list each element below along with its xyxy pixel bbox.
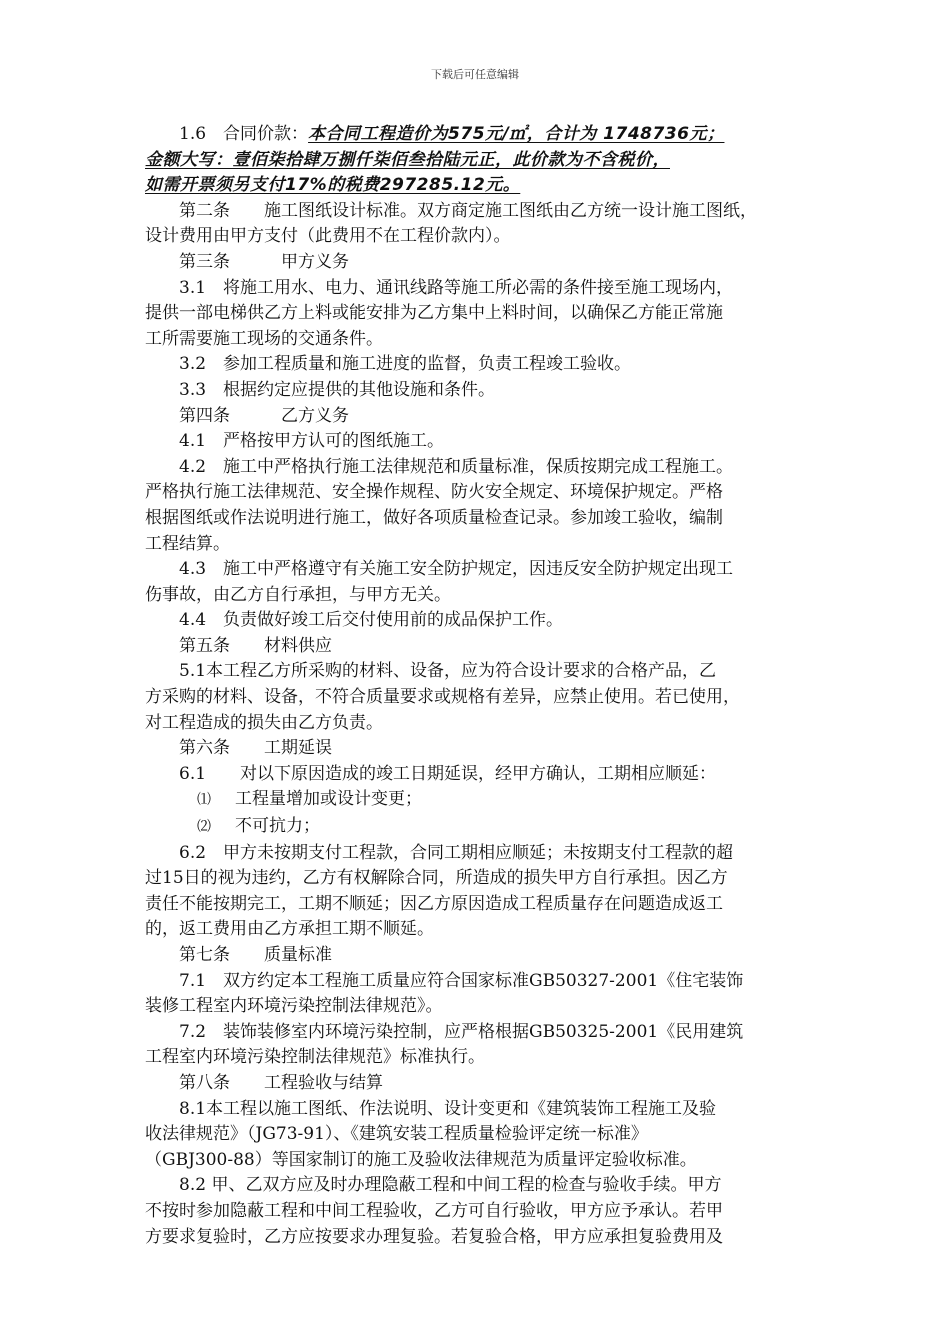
line-text: 的，返工费用由乙方承担工期不顺延。 xyxy=(145,919,434,940)
line-text: 收法律规范》（JG73-91）、《建筑安装工程质量检验评定统一标准》 xyxy=(145,1124,648,1145)
text-line xyxy=(145,736,810,762)
text-line xyxy=(145,943,810,969)
text-line xyxy=(145,327,810,353)
line-text: 5.1本工程乙方所采购的材料、设备，应为符合设计要求的合格产品，乙 xyxy=(179,661,717,682)
line-text: 第七条 质量标准 xyxy=(179,945,332,965)
text-line xyxy=(145,608,810,634)
line-text: 7.1 双方约定本工程施工质量应符合国家标准GB50327-2001《住宅装饰 xyxy=(179,970,744,991)
text-line xyxy=(145,250,810,276)
page-header: 下载后可任意编辑 xyxy=(431,68,519,81)
line-text: 第五条 材料供应 xyxy=(179,635,332,656)
contract-price-tax-note: 如需开票须另支付17%的税费297285.12元。 xyxy=(145,175,521,196)
clause-1-6-label: 1.6 合同价款： xyxy=(179,124,309,144)
line-text: 工程量增加或设计变更； xyxy=(235,789,422,810)
line-text: 对工程造成的损失由乙方负责。 xyxy=(145,712,383,733)
line-text: 第六条 工期延误 xyxy=(179,738,332,759)
line-text: 不可抗力； xyxy=(235,816,320,837)
text-line xyxy=(145,1122,810,1148)
text-line xyxy=(145,1148,810,1174)
text-line xyxy=(145,1045,810,1071)
text-line xyxy=(145,506,810,532)
line-text: 严格执行施工法律规范、安全操作规程、防火安全规定、环境保护规定。严格 xyxy=(145,482,723,503)
line-text: 6.2 甲方未按期支付工程款，合同工期相应顺延；未按期支付工程款的超 xyxy=(179,842,734,863)
line-text: 4.3 施工中严格遵守有关施工安全防护规定，因违反安全防护规定出现工 xyxy=(179,559,734,580)
line-text: 工程结算。 xyxy=(145,533,230,554)
line-text: 工程室内环境污染控制法律规范》标准执行。 xyxy=(145,1047,485,1068)
line-text: 4.4 负责做好竣工后交付使用前的成品保护工作。 xyxy=(179,610,564,631)
clause-1-6 xyxy=(145,122,810,148)
text-line xyxy=(145,455,810,481)
text-line xyxy=(145,1173,810,1199)
line-text: 8.2 甲、乙双方应及时办理隐蔽工程和中间工程的检查与验收手续。甲方 xyxy=(179,1175,722,1196)
text-line xyxy=(145,866,810,892)
line-text: 4.1 严格按甲方认可的图纸施工。 xyxy=(179,431,445,452)
text-line xyxy=(145,1071,810,1097)
list-marker: ⑵ xyxy=(197,819,211,836)
line-text: 提供一部电梯供乙方上料或能安排为乙方集中上料时间，以确保乙方能正常施 xyxy=(145,303,723,324)
text-line xyxy=(145,814,810,841)
text-line xyxy=(145,917,810,943)
text-line xyxy=(145,429,810,455)
line-text: 第三条 甲方义务 xyxy=(179,251,349,272)
text-line xyxy=(145,969,810,995)
line-text: 责任不能按期完工，工期不顺延；因乙方原因造成工程质量存在问题造成返工 xyxy=(145,893,723,914)
line-text: 根据图纸或作法说明进行施工，做好各项质量检查记录。参加竣工验收，编制 xyxy=(145,507,723,528)
text-line xyxy=(145,404,810,430)
text-line xyxy=(145,301,810,327)
text-line xyxy=(145,659,810,685)
text-line xyxy=(145,711,810,737)
text-line xyxy=(145,994,810,1020)
text-line xyxy=(145,352,810,378)
text-line xyxy=(145,532,810,558)
line-text: 设计费用由甲方支付（此费用不在工程价款内）。 xyxy=(145,226,511,247)
line-text: 3.1 将施工用水、电力、通讯线路等施工所必需的条件接至施工现场内， xyxy=(179,277,734,298)
line-text: （GBJ300-88）等国家制订的施工及验收法律规范为质量评定验收标准。 xyxy=(145,1149,697,1170)
text-line xyxy=(145,1225,810,1251)
line-text: 第二条 施工图纸设计标准。双方商定施工图纸由乙方统一设计施工图纸， xyxy=(179,200,757,221)
text-line xyxy=(145,276,810,302)
text-line xyxy=(145,1097,810,1123)
text-line xyxy=(145,762,810,788)
contract-paragraphs xyxy=(145,199,810,1250)
line-text: 7.2 装饰装修室内环境污染控制，应严格根据GB50325-2001《民用建筑 xyxy=(179,1021,744,1042)
contract-body xyxy=(145,122,810,1250)
line-text: 第四条 乙方义务 xyxy=(179,405,349,426)
line-text: 6.1 对以下原因造成的竣工日期延误，经甲方确认，工期相应顺延： xyxy=(179,763,717,784)
contract-price-amount-words: 金额大写：壹佰柒拾肆万捌仟柒佰叁拾陆元正，此价款为不含税价， xyxy=(145,149,670,170)
text-line xyxy=(145,480,810,506)
text-line xyxy=(145,634,810,660)
list-marker: ⑴ xyxy=(197,792,211,809)
text-line xyxy=(145,378,810,404)
line-text: 第八条 工程验收与结算 xyxy=(179,1072,383,1093)
text-line xyxy=(145,224,810,250)
text-line xyxy=(145,787,810,814)
line-text: 不按时参加隐蔽工程和中间工程验收，乙方可自行验收，甲方应予承认。若甲 xyxy=(145,1200,723,1221)
text-line xyxy=(145,841,810,867)
line-text: 方要求复验时，乙方应按要求办理复验。若复验合格，甲方应承担复验费用及 xyxy=(145,1226,723,1247)
text-line xyxy=(145,583,810,609)
text-line xyxy=(145,557,810,583)
line-text: 工所需要施工现场的交通条件。 xyxy=(145,328,383,349)
text-line xyxy=(145,199,810,225)
text-line xyxy=(145,685,810,711)
line-text: 4.2 施工中严格执行施工法律规范和质量标准，保质按期完成工程施工。 xyxy=(179,456,734,477)
line-text: 伤事故，由乙方自行承担，与甲方无关。 xyxy=(145,584,451,605)
text-line xyxy=(145,892,810,918)
text-line xyxy=(145,1199,810,1225)
line-text: 装修工程室内环境污染控制法律规范》。 xyxy=(145,996,443,1017)
line-text: 过15日的视为违约，乙方有权解除合同，所造成的损失甲方自行承担。因乙方 xyxy=(145,868,728,889)
line-text: 3.2 参加工程质量和施工进度的监督，负责工程竣工验收。 xyxy=(179,354,632,375)
line-text: 3.3 根据约定应提供的其他设施和条件。 xyxy=(179,379,496,400)
line-text: 方采购的材料、设备，不符合质量要求或规格有差异，应禁止使用。若已使用， xyxy=(145,687,740,708)
line-text: 8.1本工程以施工图纸、作法说明、设计变更和《建筑装饰工程施工及验 xyxy=(179,1098,717,1119)
text-line xyxy=(145,1020,810,1046)
contract-price-emphasis: 本合同工程造价为575元/㎡，合计为 1748736元； xyxy=(308,124,725,144)
